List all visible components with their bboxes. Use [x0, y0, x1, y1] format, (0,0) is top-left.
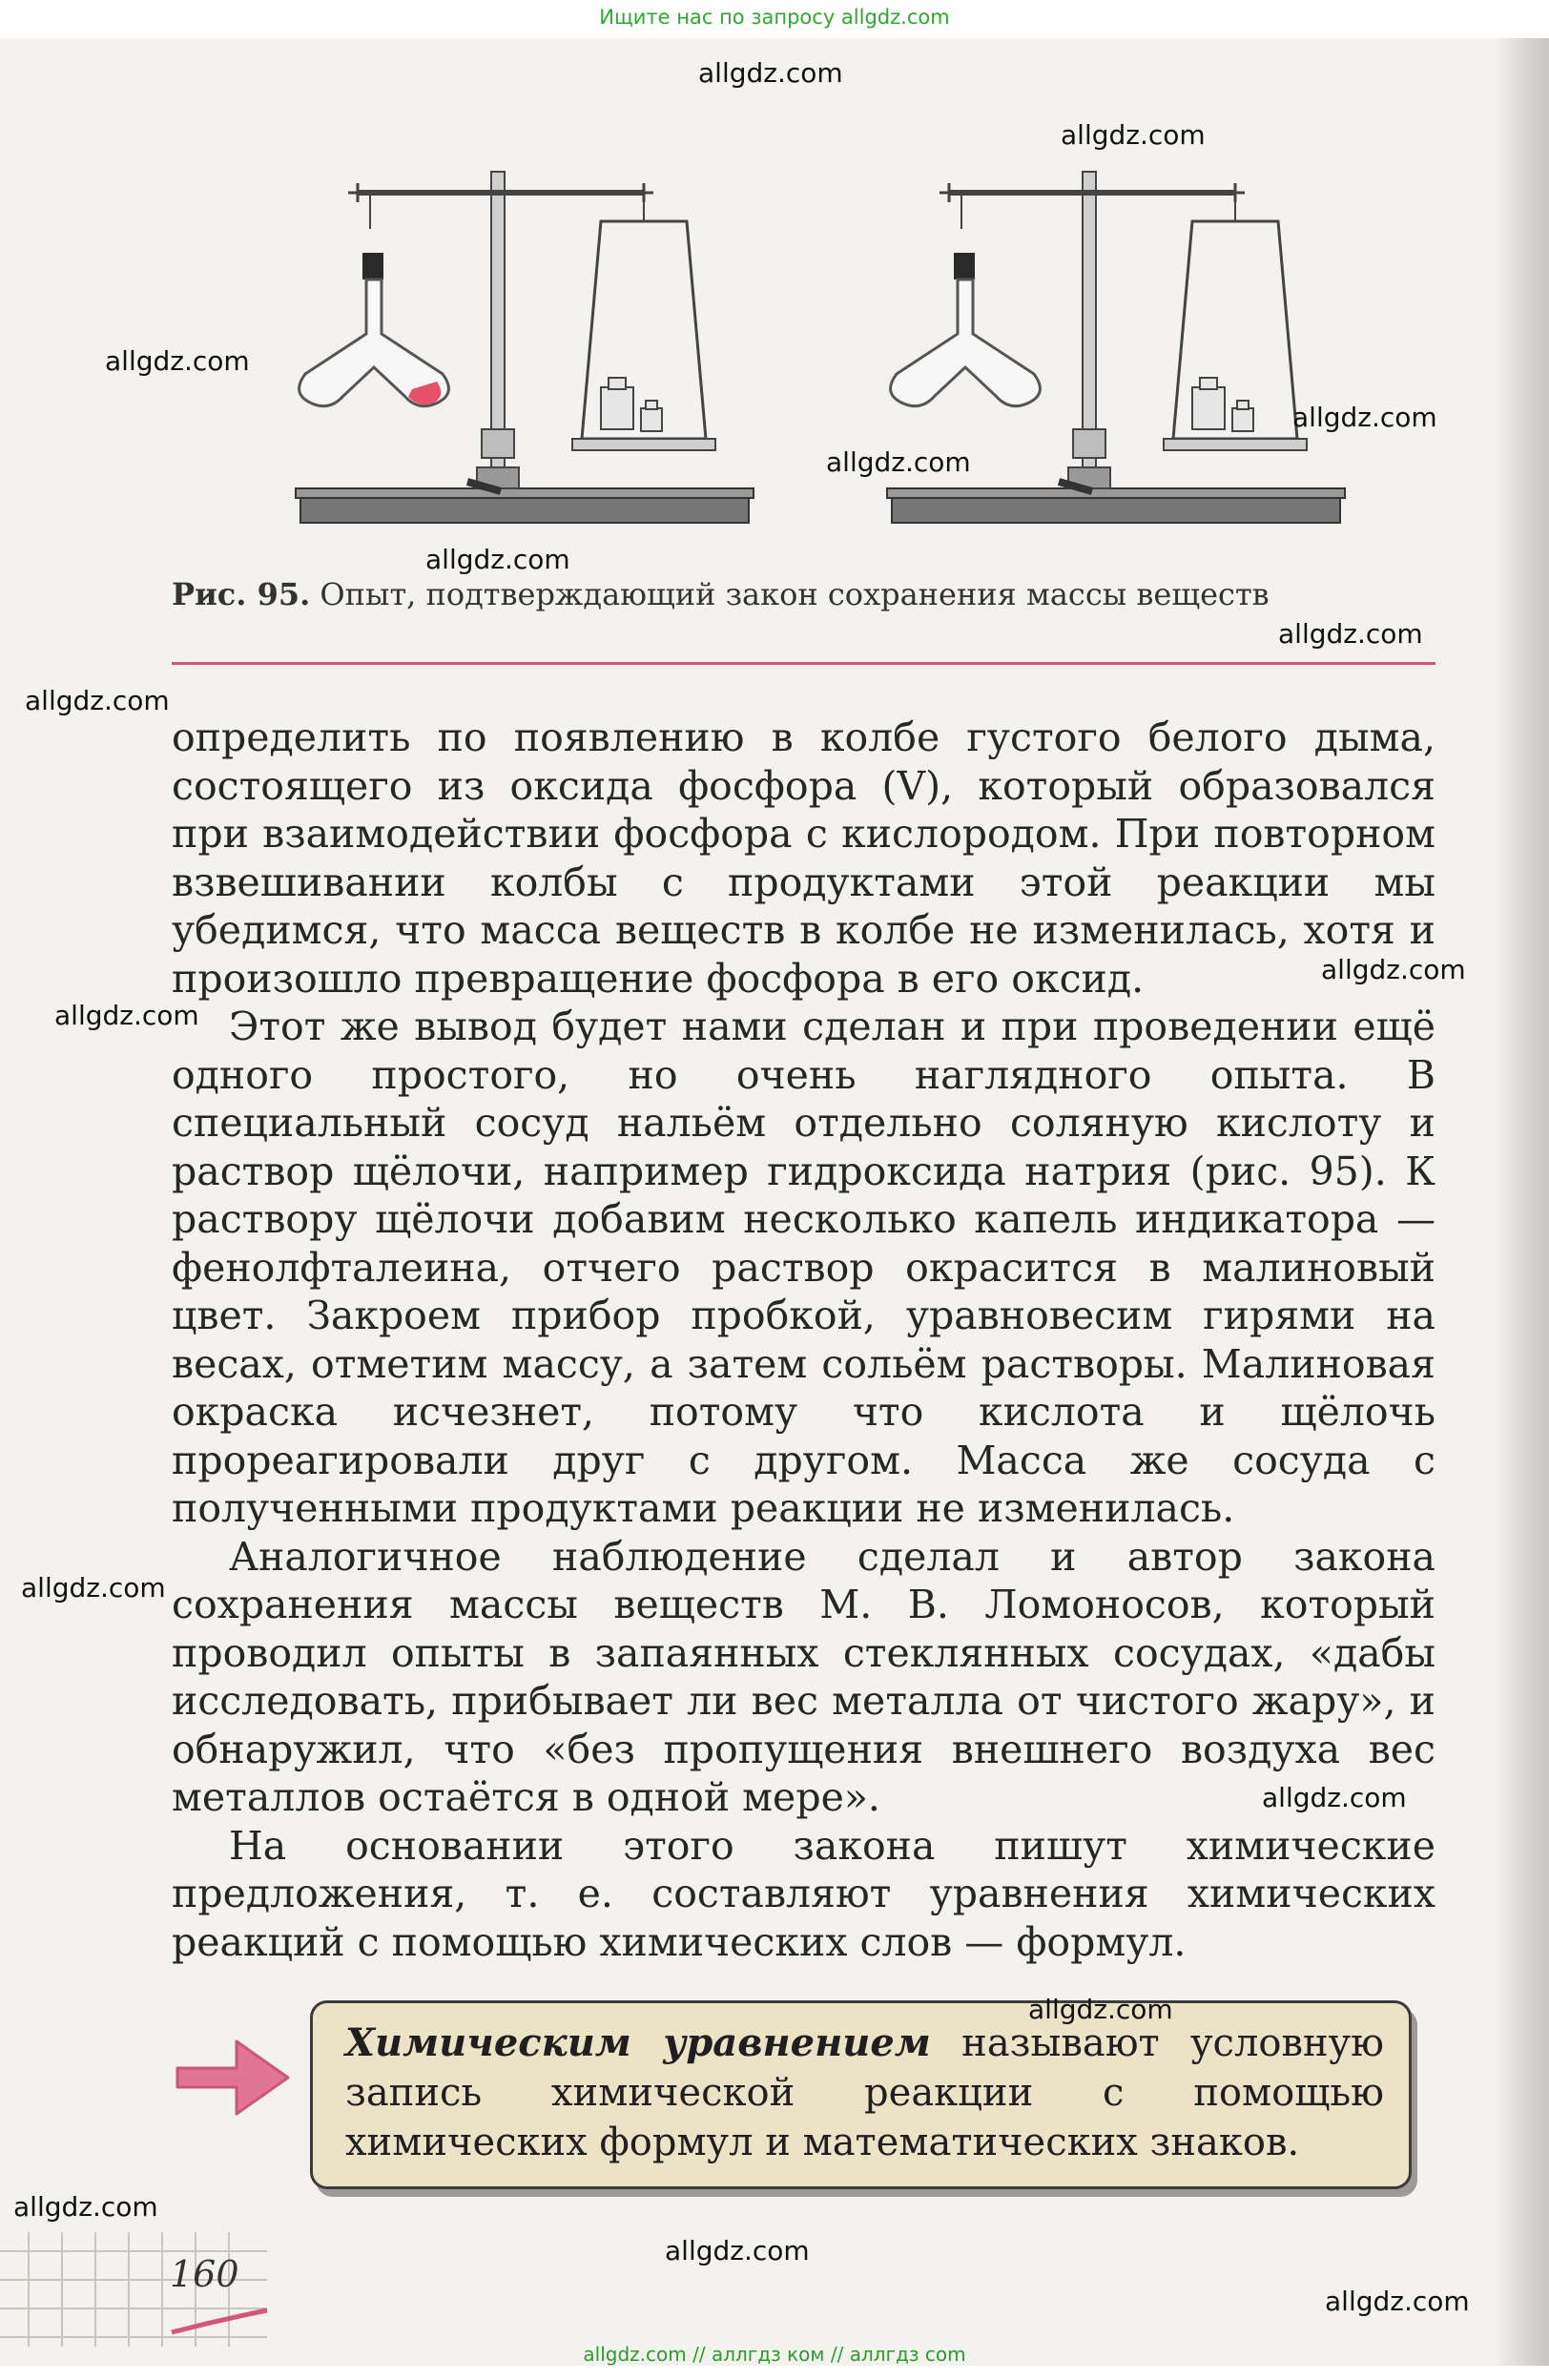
weight-small — [641, 408, 662, 431]
top-banner[interactable]: Ищите нас по запросу allgdz.com — [599, 6, 950, 29]
watermark[interactable]: allgdz.com — [425, 544, 570, 575]
paragraph: Аналогичное наблюдение сделал и автор закона сохранения массы веществ М. В. Ломоносов, который проводил опыты в запаянных стеклянных сосудах, «дабы исследовать, прибывает ли вес металла от чистого жару», и обнаружил, что «без пропущения внешнего воздуха вес металлов остаётся в одной мере». — [172, 1533, 1435, 1820]
watermark[interactable]: allgdz.com — [105, 345, 250, 377]
watermark[interactable]: allgdz.com — [1321, 954, 1466, 985]
watermark[interactable]: allgdz.com — [25, 685, 170, 716]
balance-base — [300, 496, 749, 523]
watermark[interactable]: allgdz.com — [826, 446, 971, 478]
paragraph: определить по появлению в колбе густого белого дыма, состоящего из оксида фосфора (V), который образовался при взаимодействии фосфора с кислородом. При повторном взвешивании колбы с продуктами этой реакции мы убедимся, что масса веществ в колбе не изменилась, хотя и произошло превращение фосфора в его оксид. — [172, 714, 1435, 1002]
body-text — [172, 714, 1435, 1966]
figure-caption — [172, 572, 1431, 616]
balance-left — [296, 172, 754, 523]
watermark[interactable]: allgdz.com — [698, 57, 843, 89]
watermark[interactable]: allgdz.com — [1325, 2286, 1470, 2317]
flask-stopper — [362, 253, 383, 279]
figure-label: Рис. 95. — [172, 576, 311, 612]
watermark[interactable]: allgdz.com — [13, 2191, 158, 2223]
definition-term: Химическим уравнением — [345, 2020, 931, 2065]
watermark[interactable]: allgdz.com — [1262, 1782, 1407, 1813]
watermark[interactable]: allgdz.com — [1061, 119, 1206, 151]
balance-figure — [286, 153, 1354, 563]
figure-caption-text: Опыт, подтверждающий закон сохранения массы веществ — [310, 576, 1270, 612]
page-number: 160 — [170, 2253, 239, 2295]
watermark[interactable]: allgdz.com — [1028, 1994, 1173, 2025]
page-edge-shadow — [1496, 38, 1549, 2366]
paragraph: Этот же вывод будет нами сделан и при проведении ещё одного простого, но очень наглядного опыта. В специальный сосуд нальём отдельно соляную кислоту и раствор щёлочи, например гидроксида натрия (рис. 95). К раствору щёлочи добавим несколько капель индикатора — фенолфталеина, отчего раствор окрасится в малиновый цвет. Закроем прибор пробкой, уравновесим гирями на весах, отметим массу, а затем сольём растворы. Малиновая окраска исчезнет, потому что кислота и щёлочь прореагировали друг с другом. Масса же сосуда с полученными продуктами реакции не изменилась. — [172, 1004, 1435, 1531]
watermark[interactable]: allgdz.com — [54, 1000, 199, 1031]
balance-pan — [572, 439, 715, 450]
bottom-banner[interactable]: allgdz.com // аллгдз ком // аллгдз com — [583, 2343, 966, 2366]
watermark[interactable]: allgdz.com — [1278, 618, 1423, 650]
weight-large — [601, 387, 633, 429]
watermark[interactable]: allgdz.com — [21, 1572, 166, 1604]
watermark[interactable]: allgdz.com — [665, 2235, 810, 2266]
definition-box — [310, 2000, 1412, 2189]
watermark[interactable]: allgdz.com — [1292, 402, 1437, 433]
corner-grid — [0, 2232, 286, 2347]
paragraph: На основании этого закона пишут химические предложения, т. е. составляют уравнения химических реакций с помощью химических слов — формул. — [172, 1822, 1435, 1965]
pink-arrow-icon — [170, 2032, 294, 2123]
caption-divider — [172, 662, 1435, 665]
definition-text: называют условную запись химической реакции с помощью химических формул и математических знаков. — [345, 2021, 1384, 2164]
